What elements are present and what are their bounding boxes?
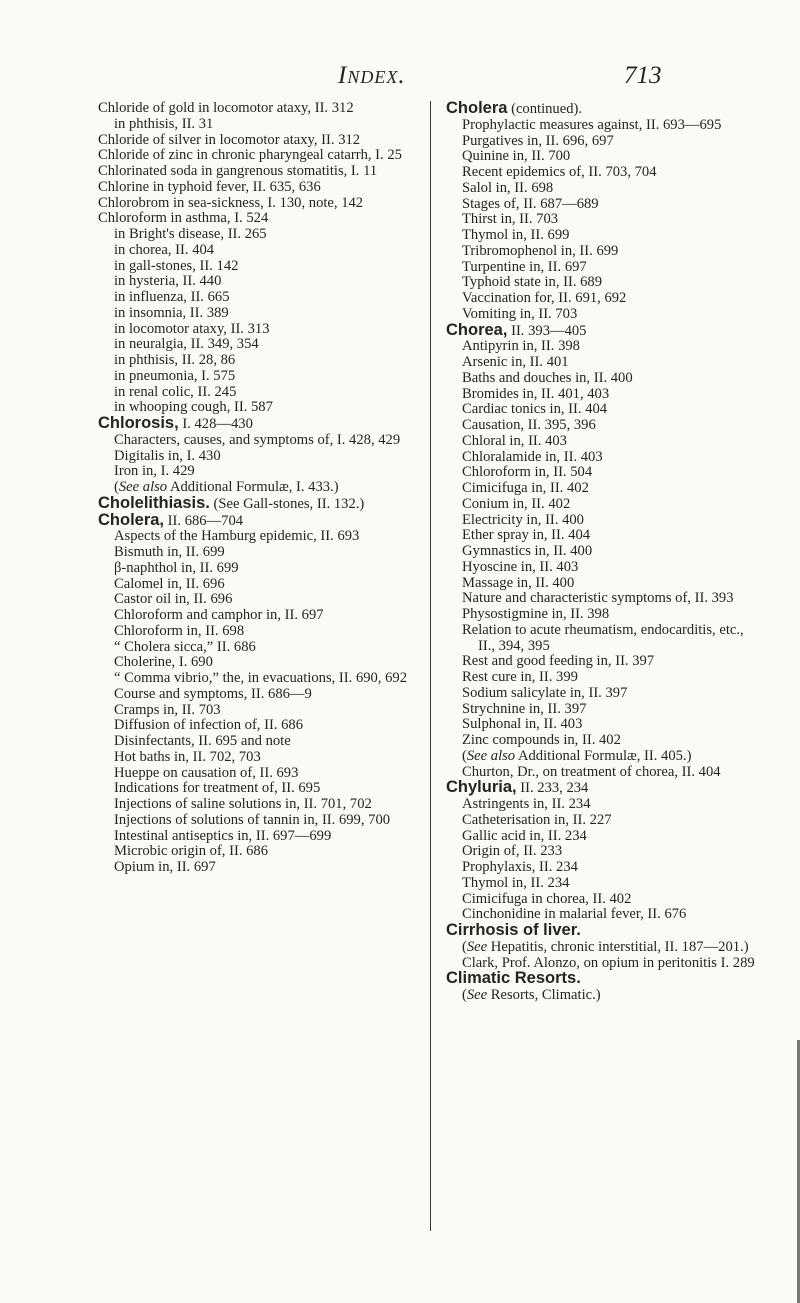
index-subentry: Indications for treatment of, II. 695: [114, 780, 321, 797]
index-subentry: Chloroform and camphor in, II. 697: [114, 607, 324, 623]
index-subentry: Ether spray in, II. 404: [462, 527, 591, 544]
index-subentry: Chloral in, II. 403: [462, 432, 567, 449]
index-subentry: Causation, II. 395, 396: [462, 417, 596, 433]
index-subentry: Injections of solutions of tannin in, II. 699, 700: [114, 811, 391, 828]
index-subentry: Iron in, I. 429: [114, 463, 195, 480]
index-subentry: Hyoscine in, II. 403: [462, 558, 579, 575]
index-entry: Chlorinated soda in gangrenous stomatitis, I. 11: [98, 163, 378, 179]
index-heading-ref: II. 393—405: [507, 322, 587, 339]
index-subentry: Opium in, II. 697: [114, 859, 216, 875]
index-subentry: Thirst in, II. 703: [462, 211, 559, 228]
index-subentry: Sulphonal in, II. 403: [462, 716, 583, 733]
index-entry: Chloroform in asthma, I. 524: [98, 210, 269, 227]
index-heading: Chlorosis,: [98, 414, 179, 432]
index-subentry: Disinfectants, II. 695 and note: [114, 733, 291, 749]
index-subentry: Course and symptoms, II. 686—9: [114, 685, 312, 702]
index-subentry: Vomiting in, II. 703: [462, 305, 578, 322]
index-subentry: in phthisis, II. 31: [114, 115, 214, 132]
index-subentry: Sodium salicylate in, II. 397: [462, 684, 628, 701]
index-heading-ref: II. 686—704: [164, 512, 244, 529]
index-entry: Chloride of gold in locomotor ataxy, II. 312: [98, 100, 354, 116]
page-header: [0, 0, 800, 96]
see-paren: (: [114, 479, 119, 495]
index-subentry: Arsenic in, II. 401: [462, 354, 569, 370]
index-subentry: Chloralamide in, II. 403: [462, 448, 603, 465]
index-subentry: in phthisis, II. 28, 86: [114, 352, 236, 368]
index-subentry: Prophylaxis, II. 234: [462, 859, 578, 875]
index-subentry: “ Comma vibrio,” the, in evacuations, II. 690, 692: [114, 670, 408, 686]
index-subentry: Zinc compounds in, II. 402: [462, 732, 621, 748]
index-heading-ref: I. 428—430: [178, 416, 253, 432]
see-target: Hepatitis, chronic interstitial, II. 187—201.): [487, 938, 749, 955]
see-paren: (: [462, 987, 467, 1003]
index-subentry: Origin of, II. 233: [462, 843, 563, 860]
index-heading: Cirrhosis of liver.: [446, 921, 581, 939]
index-subentry: β-naphthol in, II. 699: [114, 559, 239, 576]
index-heading-ref: (See Gall-stones, II. 132.): [209, 495, 365, 512]
index-subentry: in chorea, II. 404: [114, 241, 215, 258]
column-divider: [430, 101, 431, 1231]
index-subentry: Quinine in, II. 700: [462, 148, 571, 165]
page-number: 713: [624, 62, 662, 89]
index-subentry: Bromides in, II. 401, 403: [462, 385, 610, 402]
index-heading: Chorea,: [446, 320, 508, 339]
index-heading: Cholelithiasis.: [98, 493, 210, 512]
index-subentry: Clark, Prof. Alonzo, on opium in peritonitis I. 289: [462, 954, 755, 971]
index-subentry: Bismuth in, II. 699: [114, 544, 225, 560]
running-head-title: Index.: [338, 62, 406, 89]
index-subentry: Antipyrin in, II. 398: [462, 338, 580, 355]
index-subentry: Digitalis in, I. 430: [114, 447, 221, 464]
index-subentry: Microbic origin of, II. 686: [114, 843, 269, 860]
index-subentry: Hueppe on causation of, II. 693: [114, 764, 299, 781]
index-heading: Climatic Resorts.: [446, 969, 581, 988]
index-heading-entry: [98, 510, 421, 530]
index-entry: Chlorobrom in sea-sickness, I. 130, note, 142: [98, 194, 364, 211]
index-heading-entry: [446, 780, 758, 797]
index-subentry: Massage in, II. 400: [462, 574, 575, 591]
index-subentry: Cimicifuga in, II. 402: [462, 480, 589, 496]
index-subentry: in insomnia, II. 389: [114, 304, 229, 321]
index-subentry: Physostigmine in, II. 398: [462, 606, 610, 622]
index-heading-ref: II. 233, 234: [516, 780, 589, 797]
index-subentry: in gall-stones, II. 142: [114, 257, 239, 274]
index-column-left: [98, 101, 421, 876]
index-subentry: Gallic acid in, II. 234: [462, 827, 587, 844]
index-subentry: Cramps in, II. 703: [114, 701, 221, 718]
index-subentry: Aspects of the Hamburg epidemic, II. 693: [114, 528, 360, 545]
index-subentry: Castor oil in, II. 696: [114, 591, 233, 608]
index-subentry: Diffusion of infection of, II. 686: [114, 717, 304, 734]
index-see-also: [446, 749, 758, 765]
index-heading-entry: [98, 416, 421, 433]
index-subentry: Relation to acute rheumatism, endocarditis, etc., II., 394, 395: [462, 621, 744, 654]
index-entry: Chloride of silver in locomotor ataxy, II. 312: [98, 131, 361, 148]
index-subentry: Prophylactic measures against, II. 693—695: [462, 116, 722, 133]
see-label: See also: [466, 747, 516, 764]
index-subentry: Churton, Dr., on treatment of chorea, II. 404: [462, 763, 721, 780]
index-heading-entry: [446, 923, 758, 940]
see-label: See also: [118, 479, 168, 495]
index-heading-entry: [446, 320, 758, 340]
see-label: See: [466, 938, 488, 955]
index-subentry: Baths and douches in, II. 400: [462, 369, 633, 386]
index-subentry: “ Cholera sicca,” II. 686: [114, 638, 256, 655]
index-entry: Chloride of zinc in chronic pharyngeal catarrh, I. 25: [98, 147, 402, 164]
index-heading-ref: (continued).: [507, 101, 583, 117]
see-paren: (: [462, 747, 467, 764]
index-subentry: Rest and good feeding in, II. 397: [462, 653, 655, 670]
index-subentry: Electricity in, II. 400: [462, 511, 584, 528]
index-subentry: Recent epidemics of, II. 703, 704: [462, 164, 657, 180]
index-subentry: Characters, causes, and symptoms of, I. 428, 429: [114, 431, 401, 448]
index-subentry: in renal colic, II. 245: [114, 383, 237, 400]
index-subentry: Conium in, II. 402: [462, 495, 571, 512]
index-subentry: Strychnine in, II. 397: [462, 700, 587, 717]
index-see-also: [446, 940, 758, 956]
index-subentry: Tribromophenol in, II. 699: [462, 242, 619, 259]
index-subentry: Purgatives in, II. 696, 697: [462, 132, 614, 149]
index-subentry: Hot baths in, II. 702, 703: [114, 748, 261, 765]
index-heading: Chyluria,: [446, 778, 517, 797]
index-heading: Cholera,: [98, 510, 165, 529]
index-subentry: in neuralgia, II. 349, 354: [114, 336, 259, 353]
index-heading-entry: [446, 971, 758, 988]
see-paren: (: [462, 938, 467, 955]
index-column-right: [446, 101, 758, 1004]
index-heading-entry: [446, 101, 758, 118]
index-subentry: Rest cure in, II. 399: [462, 669, 578, 685]
index-subentry: Nature and characteristic symptoms of, II. 393: [462, 590, 734, 607]
index-subentry: Cardiac tonics in, II. 404: [462, 401, 608, 418]
index-subentry: Astringents in, II. 234: [462, 796, 591, 812]
index-subentry: Vaccination for, II. 691, 692: [462, 290, 627, 306]
see-target: Additional Formulæ, I. 433.): [167, 479, 339, 495]
see-target: Additional Formulæ, II. 405.): [515, 747, 692, 764]
index-subentry: in locomotor ataxy, II. 313: [114, 320, 270, 337]
index-subentry: Cimicifuga in chorea, II. 402: [462, 890, 632, 907]
index-heading: Cholera: [446, 99, 508, 117]
index-subentry: Cholerine, I. 690: [114, 654, 213, 671]
index-subentry: Chloroform in, II. 504: [462, 464, 593, 481]
see-target: Resorts, Climatic.): [487, 987, 601, 1003]
index-subentry: Gymnastics in, II. 400: [462, 543, 593, 559]
index-subentry: in hysteria, II. 440: [114, 273, 222, 290]
index-entry: Chlorine in typhoid fever, II. 635, 636: [98, 178, 321, 195]
index-subentry: Injections of saline solutions in, II. 701, 702: [114, 796, 372, 812]
index-subentry: Turpentine in, II. 697: [462, 258, 587, 275]
index-subentry: Stages of, II. 687—689: [462, 195, 599, 212]
index-subentry: in Bright's disease, II. 265: [114, 226, 267, 242]
index-subentry: Intestinal antiseptics in, II. 697—699: [114, 827, 332, 844]
index-subentry: Typhoid state in, II. 689: [462, 274, 603, 291]
see-label: See: [466, 987, 488, 1003]
index-subentry: Cinchonidine in malarial fever, II. 676: [462, 906, 687, 923]
index-subentry: in pneumonia, I. 575: [114, 367, 236, 384]
index-see-also: [446, 988, 758, 1004]
index-subentry: Calomel in, II. 696: [114, 575, 225, 592]
index-subentry: Salol in, II. 698: [462, 179, 554, 196]
index-subentry: in whooping cough, II. 587: [114, 399, 273, 416]
index-subentry: Thymol in, II. 234: [462, 874, 570, 891]
index-subentry: in influenza, II. 665: [114, 289, 230, 305]
index-subentry: Chloroform in, II. 698: [114, 622, 245, 639]
index-subentry: Thymol in, II. 699: [462, 227, 570, 243]
index-subentry: Catheterisation in, II. 227: [462, 811, 612, 828]
